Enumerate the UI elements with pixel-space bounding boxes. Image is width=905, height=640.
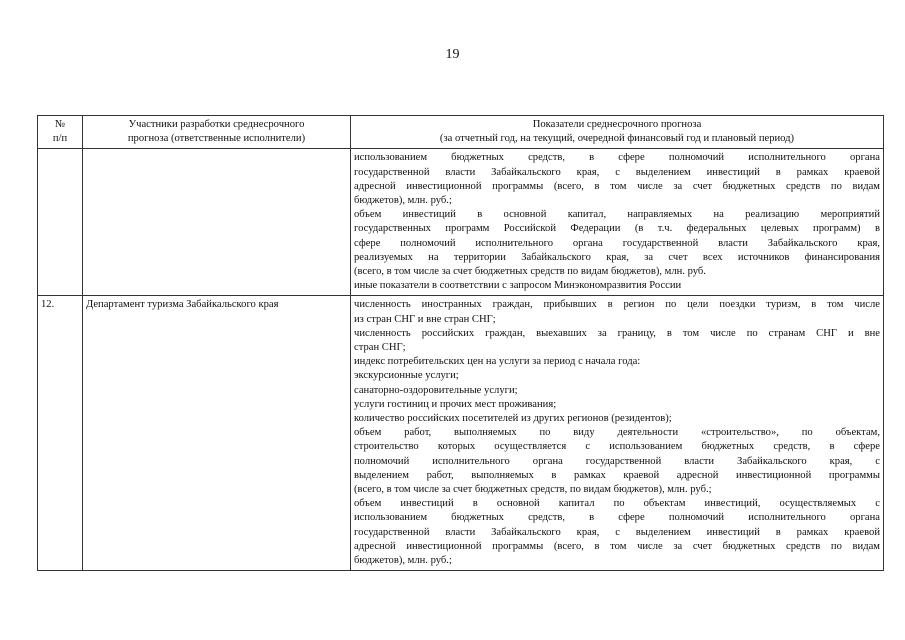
indicator-line: услуги гостиниц и прочих мест проживания; [354, 398, 557, 410]
indicator-line: численность российских граждан, выехавших за границу, в том числе по странам СНГ и вне [354, 327, 880, 339]
indicator-line: адресной инвестиционной программы (всего, в том числе за счет бюджетных средств по видам [354, 180, 880, 192]
table-row [38, 149, 884, 296]
indicator-line: численность иностранных граждан, прибывших в регион по цели поездки туризм, в том числе [354, 299, 880, 311]
indicator-line: выделением работ, выполняемых в рамках краевой адресной инвестиционной программы [354, 469, 880, 481]
indicator-line: строительство которых осуществляется с использованием бюджетных средств, в сфере [354, 441, 880, 453]
indicator-line: использованием бюджетных средств, в сфере полномочий исполнительного органа [354, 152, 880, 164]
row-indicators [351, 149, 884, 296]
indicator-line: полномочий исполнительного органа государственной власти Забайкальского края, с [354, 455, 880, 467]
header-participants [83, 116, 351, 149]
header-indicators [351, 116, 884, 149]
header-num-line: п/п [52, 133, 68, 145]
indicator-line: объем инвестиций в основной капитал по объектам инвестиций, осуществляемых с [354, 498, 880, 510]
indicator-line: индекс потребительских цен на услуги за период с начала года: [354, 356, 641, 368]
indicator-line: использованием бюджетных средств, в сфере полномочий исполнительного органа [354, 512, 880, 524]
header-participants-line: Участники разработки среднесрочного [128, 119, 305, 130]
page-number: 19 [445, 47, 460, 62]
indicator-line: сфере полномочий исполнительного органа государственной власти Забайкальского края, [354, 237, 880, 249]
indicator-line: государственной власти Забайкальского края, с выделением инвестиций в рамках краевой [354, 166, 880, 178]
indicator-line: количество российских посетителей из других регионов (резидентов); [354, 413, 672, 425]
indicator-line: объем работ, выполняемых по виду деятельности «строительство», по объектам, [354, 427, 880, 439]
row-number [38, 149, 83, 296]
row-participant: Департамент туризма Забайкальского края [83, 296, 351, 571]
indicator-line: государственных программ Российской Федерации (в т.ч. федеральных целевых программ) в [354, 223, 880, 235]
indicator-line: из стран СНГ и вне стран СНГ; [354, 313, 496, 325]
indicator-line: бюджетов), млн. руб.; [354, 195, 452, 207]
indicator-line: реализуемых на территории Забайкальского края, за счет всех источников финансирования [354, 251, 880, 263]
header-indicators-line: Показатели среднесрочного прогноза [532, 119, 702, 130]
indicator-line: иные показатели в соответствии с запросом Минэкономразвития России [354, 280, 682, 292]
row-indicators [351, 296, 884, 571]
header-participants-line: прогноза (ответственные исполнители) [127, 133, 306, 145]
indicator-line: (всего, в том числе за счет бюджетных средств по видам бюджетов), млн. руб. [354, 266, 706, 278]
indicator-line: адресной инвестиционной программы (всего, в том числе за счет бюджетных средств по видам [354, 540, 880, 552]
header-num-line: № [54, 119, 66, 130]
forecast-table [37, 115, 884, 571]
indicator-line: стран СНГ; [354, 342, 406, 354]
header-num [38, 116, 83, 149]
indicator-line: санаторно-оздоровительные услуги; [354, 384, 518, 396]
header-indicators-line: (за отчетный год, на текущий, очередной финансовый год и плановый период) [439, 133, 795, 145]
row-participant [83, 149, 351, 296]
row-number: 12. [38, 296, 83, 571]
indicator-line: бюджетов), млн. руб.; [354, 555, 452, 567]
table-header-row [38, 116, 884, 149]
indicator-line: объем инвестиций в основной капитал, направляемых на реализацию мероприятий [354, 209, 880, 221]
table-row [38, 296, 884, 571]
indicator-line: государственной власти Забайкальского края, с выделением инвестиций в рамках краевой [354, 526, 880, 538]
indicator-line: (всего, в том числе за счет бюджетных средств, по видам бюджетов), млн. руб.; [354, 484, 712, 496]
indicator-line: экскурсионные услуги; [354, 370, 459, 382]
